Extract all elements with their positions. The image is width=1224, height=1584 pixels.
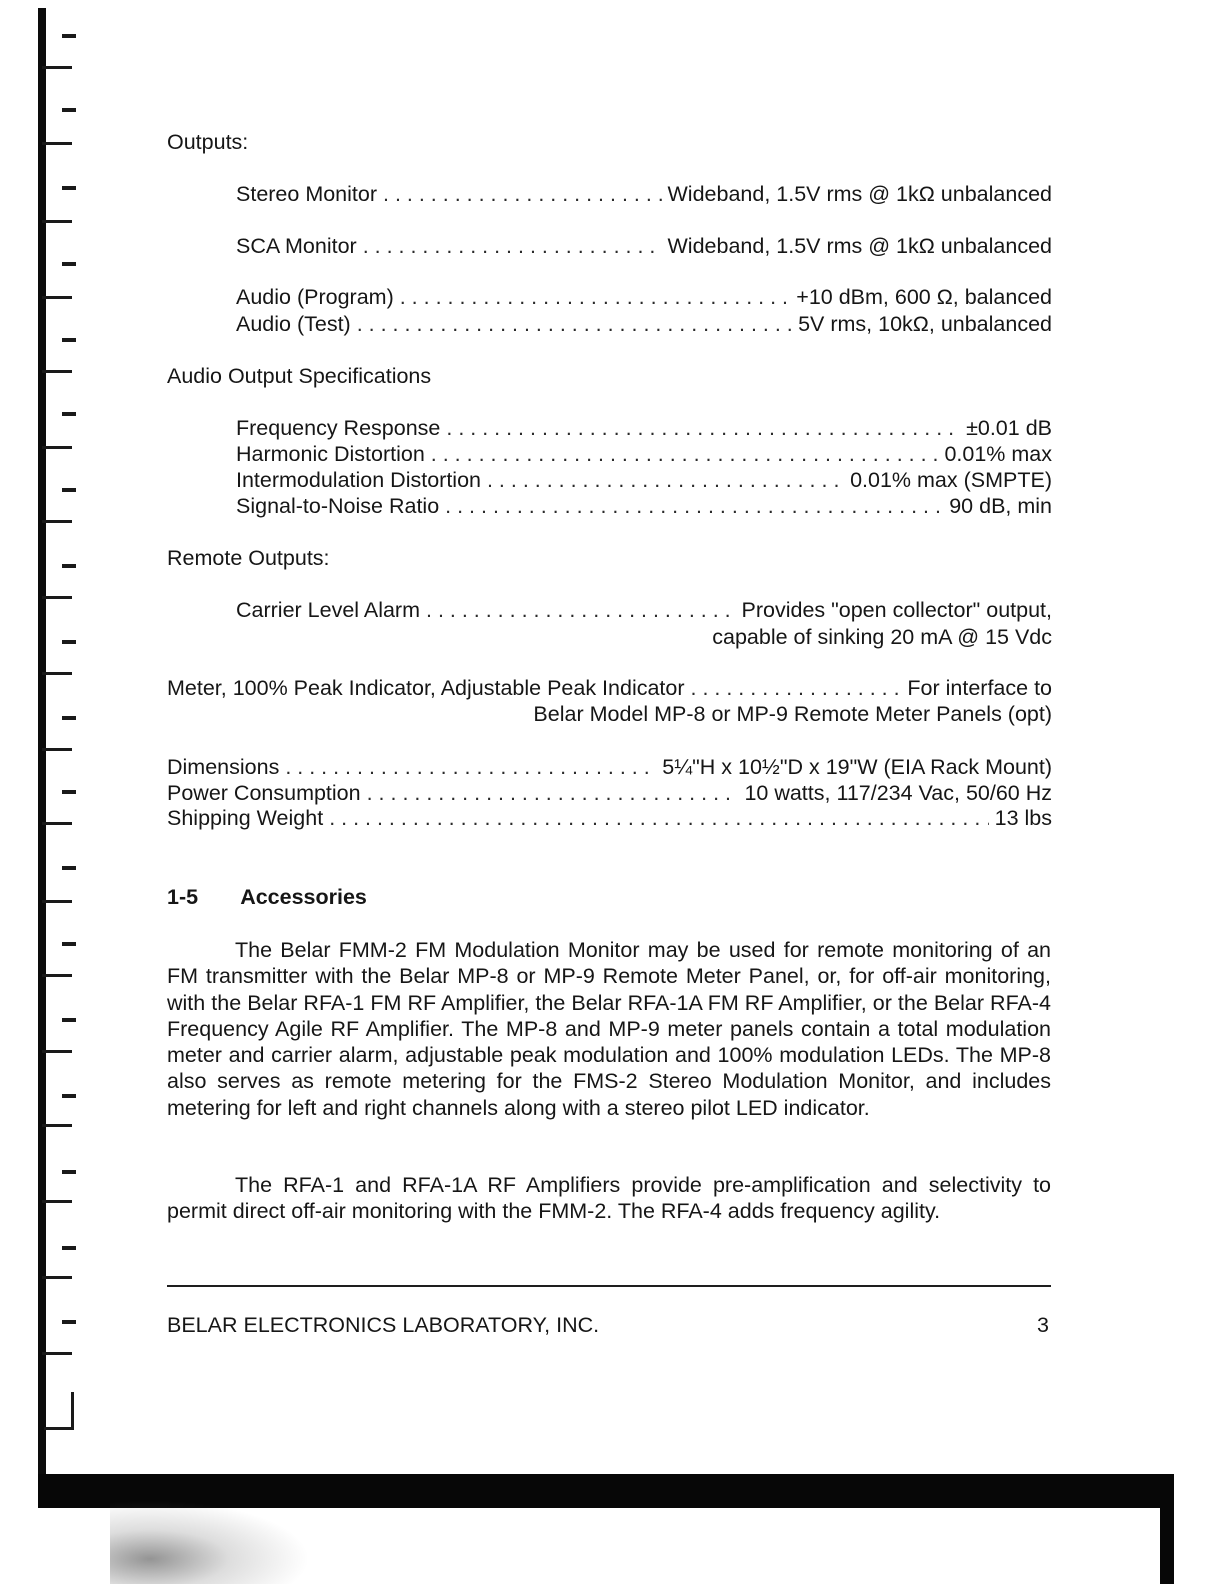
remote-outputs-heading: Remote Outputs: <box>167 546 330 570</box>
dot-leader <box>329 805 988 831</box>
spec-value: 0.01% max (SMPTE) <box>844 467 1052 493</box>
accessories-paragraph-1: The Belar FMM-2 FM Modulation Monitor may be used for remote monitoring of an FM transmitter with the Belar MP-8 or MP-9 Remote Meter Panel, or, for off-air monitoring, with the Belar RFA-1 FM RF Amplifier, the Belar RFA-1A FM RF Amplifier, or the Belar RFA-4 Frequency Agile RF Amplifier. The MP-8 and MP-9 meter panels contain a total modulation meter and carrier alarm, adjustable peak modulation and 100% modulation LEDs. The MP-8 also serves as remote metering for the FMS-2 Stereo Modulation Monitor, and includes metering for left and right channels along with a stereo pilot LED indicator. <box>167 938 1051 1120</box>
spec-label: Intermodulation Distortion <box>236 467 487 493</box>
spec-label: Stereo Monitor <box>236 181 383 207</box>
dot-leader <box>285 754 656 780</box>
spec-row-sca-monitor <box>236 233 1052 259</box>
dot-leader <box>357 311 792 337</box>
spec-value: 5¼"H x 10½"D x 19"W (EIA Rack Mount) <box>656 754 1052 780</box>
spec-value: ±0.01 dB <box>960 415 1052 441</box>
spec-row-meter-interface <box>167 675 1052 701</box>
dot-leader <box>367 780 739 806</box>
spec-label: Power Consumption <box>167 780 367 806</box>
spec-value: Provides "open collector" output, <box>736 597 1052 623</box>
spec-value: 5V rms, 10kΩ, unbalanced <box>792 311 1052 337</box>
spec-row-dimensions <box>167 754 1052 780</box>
accessories-paragraph-2: The RFA-1 and RFA-1A RF Amplifiers provide pre-amplification and selectivity to permit direct off-air monitoring with the FMM-2. The RFA-4 adds frequency agility. <box>167 1173 1051 1224</box>
footer-rule <box>167 1285 1051 1287</box>
dot-leader <box>487 467 844 493</box>
dot-leader <box>446 415 960 441</box>
section-heading-accessories <box>167 884 367 910</box>
spec-row-intermodulation-distortion <box>236 467 1052 493</box>
spec-value: Wideband, 1.5V rms @ 1kΩ unbalanced <box>662 233 1053 259</box>
audio-output-specs-heading: Audio Output Specifications <box>167 364 432 388</box>
dot-leader <box>431 441 939 467</box>
spec-value: +10 dBm, 600 Ω, balanced <box>790 284 1052 310</box>
spec-label: Frequency Response <box>236 415 446 441</box>
spec-continuation: Belar Model MP-8 or MP-9 Remote Meter Panels (opt) <box>533 702 1052 726</box>
dot-leader <box>445 493 943 519</box>
spec-row-stereo-monitor <box>236 181 1052 207</box>
spec-label: Signal-to-Noise Ratio <box>236 493 445 519</box>
spec-value: Wideband, 1.5V rms @ 1kΩ unbalanced <box>662 181 1053 207</box>
spec-continuation: capable of sinking 20 mA @ 15 Vdc <box>712 625 1052 649</box>
spec-label: Audio (Test) <box>236 311 357 337</box>
spec-label: Shipping Weight <box>167 805 329 831</box>
spec-label: Meter, 100% Peak Indicator, Adjustable Peak Indicator <box>167 675 691 701</box>
spec-row-signal-to-noise <box>236 493 1052 519</box>
outputs-heading: Outputs: <box>167 130 249 154</box>
spec-label: Audio (Program) <box>236 284 400 310</box>
spec-row-frequency-response <box>236 415 1052 441</box>
spec-label: Dimensions <box>167 754 285 780</box>
spec-row-power-consumption <box>167 780 1052 806</box>
section-title: Accessories <box>240 885 367 909</box>
dot-leader <box>383 181 661 207</box>
spec-value: 0.01% max <box>938 441 1052 467</box>
spec-row-shipping-weight <box>167 805 1052 831</box>
spec-row-audio-test <box>236 311 1052 337</box>
footer-company-name: BELAR ELECTRONICS LABORATORY, INC. <box>167 1313 600 1337</box>
spec-row-carrier-level-alarm <box>236 597 1052 623</box>
section-number: 1-5 <box>167 885 199 909</box>
spec-label: Harmonic Distortion <box>236 441 431 467</box>
spec-label: SCA Monitor <box>236 233 363 259</box>
dot-leader <box>400 284 791 310</box>
spec-row-audio-program <box>236 284 1052 310</box>
dot-leader <box>426 597 736 623</box>
dot-leader <box>691 675 902 701</box>
spec-label: Carrier Level Alarm <box>236 597 426 623</box>
spec-row-harmonic-distortion <box>236 441 1052 467</box>
spec-value: 10 watts, 117/234 Vac, 50/60 Hz <box>738 780 1052 806</box>
page-number: 3 <box>1037 1313 1049 1337</box>
spec-value: For interface to <box>901 675 1052 701</box>
dot-leader <box>363 233 662 259</box>
spec-value: 90 dB, min <box>943 493 1052 519</box>
spec-value: 13 lbs <box>989 805 1052 831</box>
